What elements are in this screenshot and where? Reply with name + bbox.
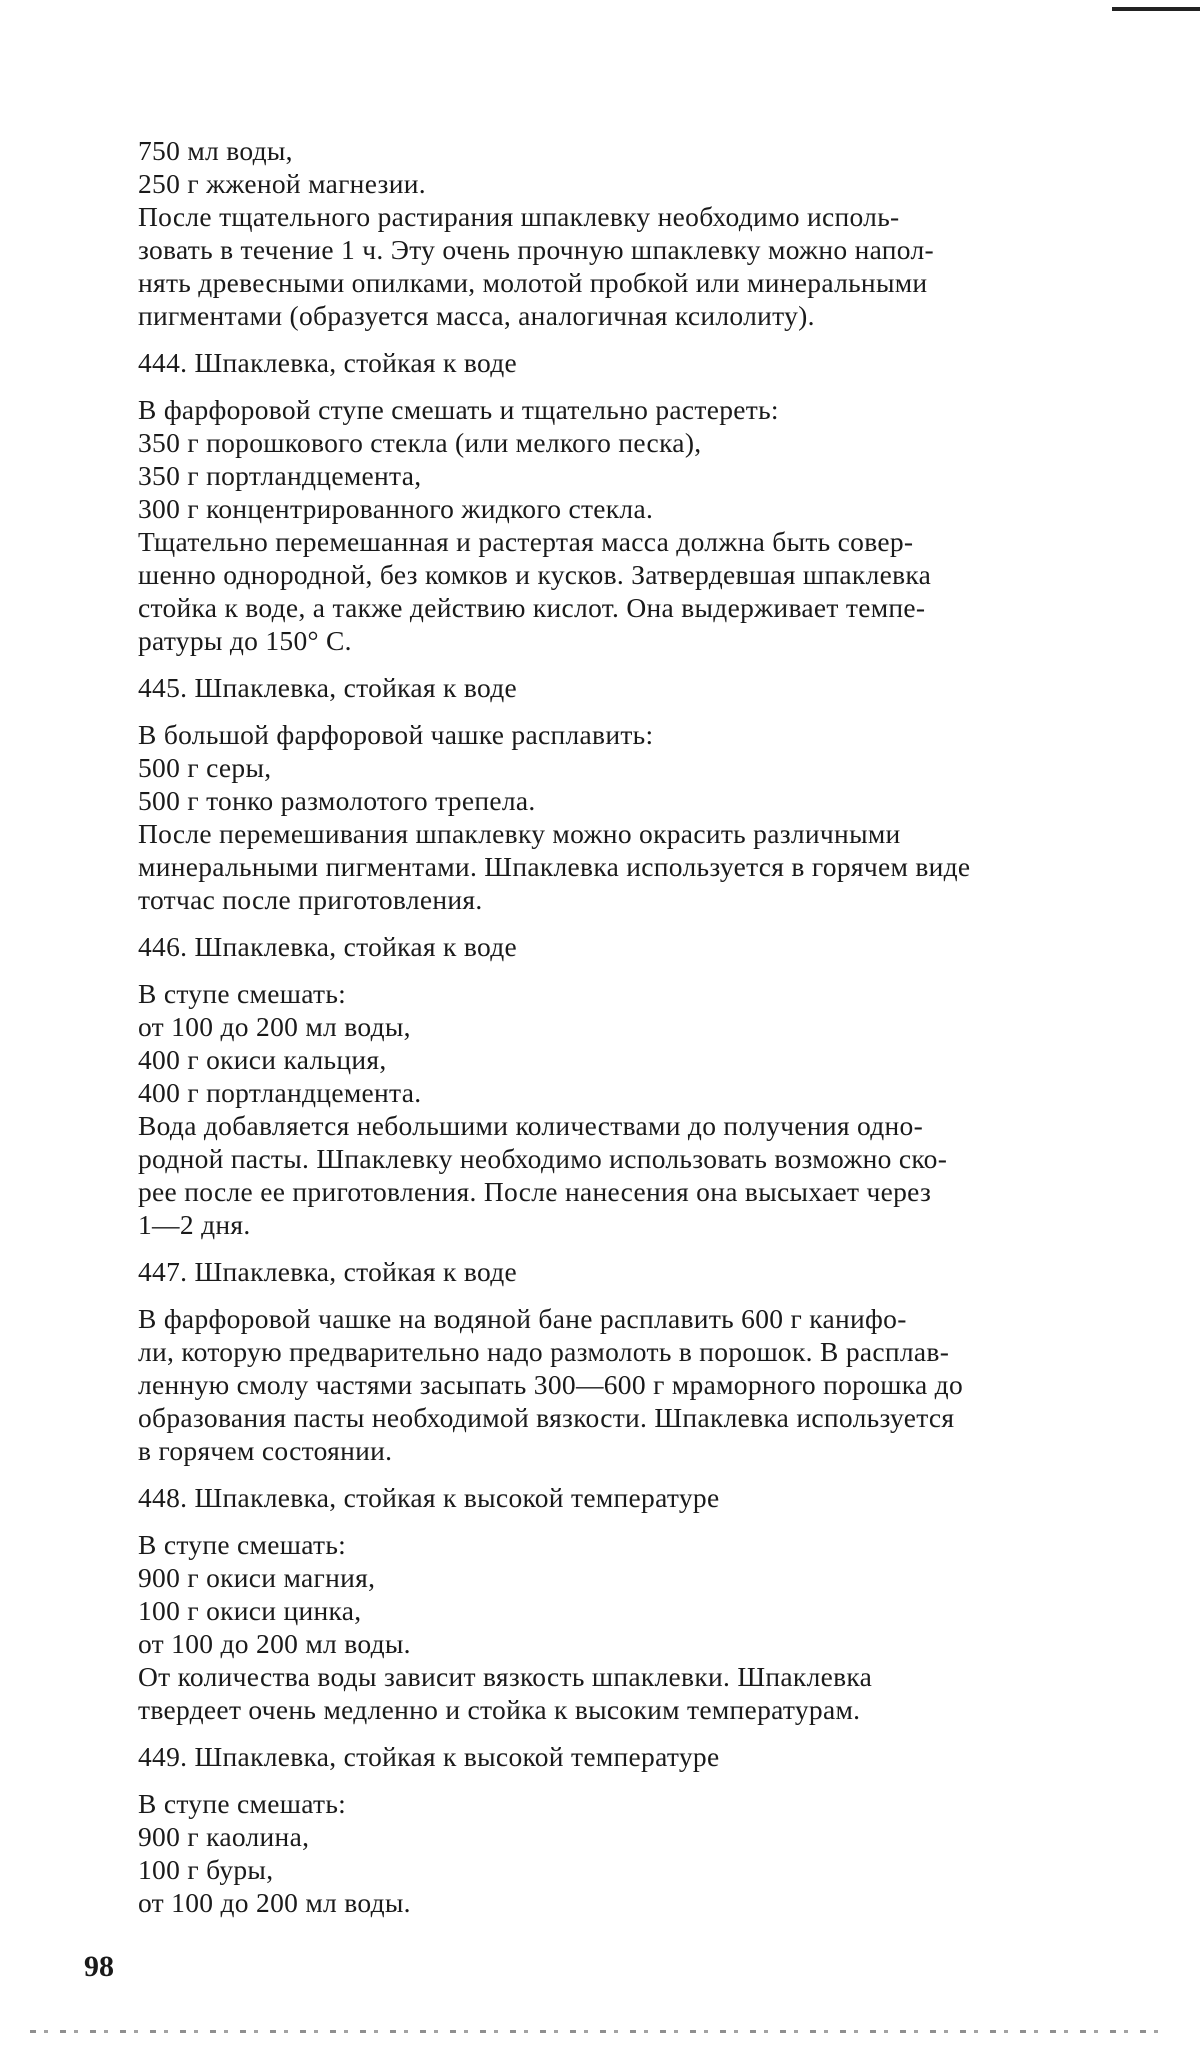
recipe-449 — [138, 1740, 1132, 1919]
ingredient: 500 г тонко размолотого трепела. — [138, 785, 536, 816]
text-line: стойка к воде, а также действию кислот. Она выдерживает темпе- — [138, 592, 926, 623]
recipe-lead: В фарфоровой ступе смешать и тщательно растереть: — [138, 394, 779, 425]
text-line: После перемешивания шпаклевку можно окрасить различными — [138, 818, 901, 849]
ingredient: от 100 до 200 мл воды. — [138, 1628, 411, 1659]
text-line: После тщательного растирания шпаклевку необходимо исполь- — [138, 201, 900, 232]
text-line: ли, которую предварительно надо размолоть в порошок. В расплав- — [138, 1336, 950, 1367]
intro-line: 750 мл воды, — [138, 135, 293, 166]
ingredient: 300 г концентрированного жидкого стекла. — [138, 493, 654, 524]
top-rule — [1112, 7, 1200, 11]
scan-edge-noise — [30, 2030, 1170, 2033]
recipe-heading: 448. Шпаклевка, стойкая к высокой температуре — [138, 1482, 720, 1513]
text-line: зовать в течение 1 ч. Эту очень прочную шпаклевку можно напол- — [138, 234, 934, 265]
recipe-447 — [138, 1255, 1132, 1467]
recipe-heading: 446. Шпаклевка, стойкая к воде — [138, 931, 518, 962]
text-line: минеральными пигментами. Шпаклевка используется в горячем виде — [138, 851, 971, 882]
ingredient: 100 г буры, — [138, 1854, 274, 1885]
text-line: пигментами (образуется масса, аналогичная ксилолиту). — [138, 300, 815, 331]
ingredient: 900 г окиси магния, — [138, 1562, 376, 1593]
recipe-446 — [138, 930, 1132, 1241]
text-line: твердеет очень медленно и стойка к высоким температурам. — [138, 1694, 861, 1725]
text-line: нять древесными опилками, молотой пробкой или минеральными — [138, 267, 928, 298]
recipe-lead: В ступе смешать: — [138, 1529, 347, 1560]
ingredient: 400 г окиси кальция, — [138, 1044, 387, 1075]
recipe-heading: 445. Шпаклевка, стойкая к воде — [138, 672, 518, 703]
text-line: От количества воды зависит вязкость шпаклевки. Шпаклевка — [138, 1661, 873, 1692]
ingredient: 400 г портландцемента. — [138, 1077, 422, 1108]
ingredient: от 100 до 200 мл воды, — [138, 1011, 411, 1042]
ingredient: от 100 до 200 мл воды. — [138, 1887, 411, 1918]
recipe-heading: 449. Шпаклевка, стойкая к высокой температуре — [138, 1741, 720, 1772]
page-body — [138, 134, 1132, 1919]
recipe-lead: В ступе смешать: — [138, 978, 347, 1009]
recipe-445 — [138, 671, 1132, 916]
ingredient: 350 г портландцемента, — [138, 460, 422, 491]
text-line: В фарфоровой чашке на водяной бане расплавить 600 г канифо- — [138, 1303, 907, 1334]
recipe-lead: В ступе смешать: — [138, 1788, 347, 1819]
text-line: Вода добавляется небольшими количествами до получения одно- — [138, 1110, 924, 1141]
text-line: шенно однородной, без комков и кусков. Затвердевшая шпаклевка — [138, 559, 932, 590]
text-line: тотчас после приготовления. — [138, 884, 483, 915]
text-line: рее после ее приготовления. После нанесения она высыхает через — [138, 1176, 932, 1207]
text-line: ратуры до 150° С. — [138, 625, 352, 656]
recipe-444 — [138, 346, 1132, 657]
text-line: родной пасты. Шпаклевку необходимо использовать возможно ско- — [138, 1143, 948, 1174]
text-line: ленную смолу частями засыпать 300—600 г мраморного порошка до — [138, 1369, 963, 1400]
text-line: образования пасты необходимой вязкости. Шпаклевка используется — [138, 1402, 955, 1433]
ingredient: 350 г порошкового стекла (или мелкого песка), — [138, 427, 702, 458]
text-line: в горячем состоянии. — [138, 1435, 393, 1466]
ingredient: 500 г серы, — [138, 752, 272, 783]
text-line: 1—2 дня. — [138, 1209, 251, 1240]
intro-paragraph — [138, 200, 1132, 332]
recipe-448 — [138, 1481, 1132, 1726]
recipe-heading: 447. Шпаклевка, стойкая к воде — [138, 1256, 518, 1287]
ingredient: 900 г каолина, — [138, 1821, 310, 1852]
recipe-heading: 444. Шпаклевка, стойкая к воде — [138, 347, 518, 378]
ingredient: 100 г окиси цинка, — [138, 1595, 362, 1626]
intro-line: 250 г жженой магнезии. — [138, 168, 426, 199]
page-number: 98 — [84, 1950, 114, 1983]
text-line: Тщательно перемешанная и растертая масса должна быть совер- — [138, 526, 914, 557]
recipe-lead: В большой фарфоровой чашке расплавить: — [138, 719, 654, 750]
